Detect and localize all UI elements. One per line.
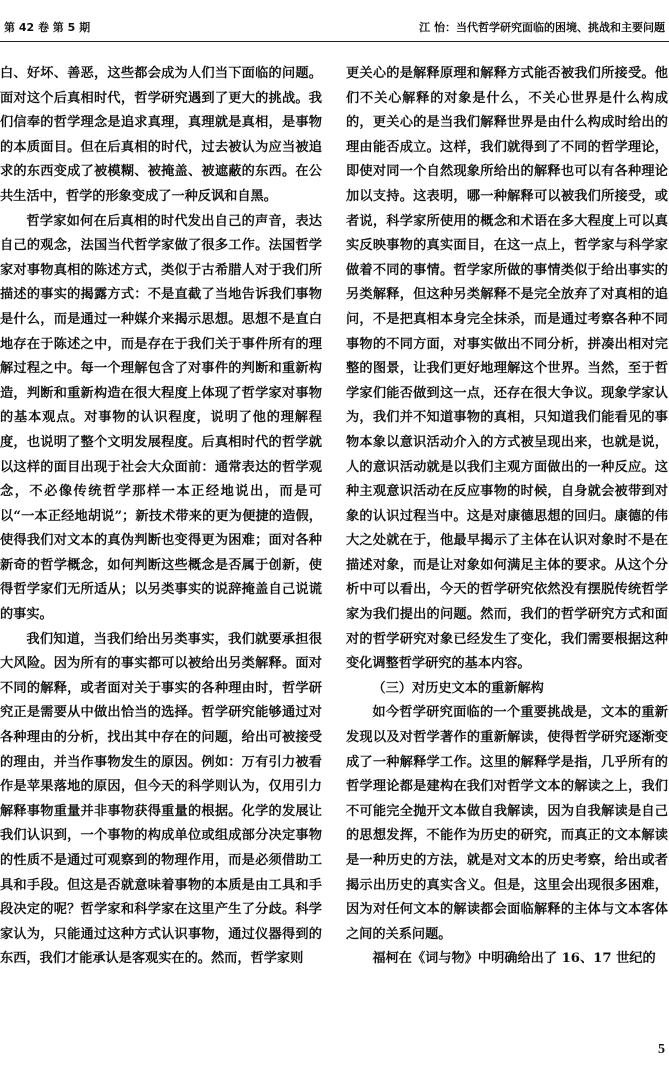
header-rule (0, 41, 669, 42)
paragraph: 更关心的是解释原理和解释方式能否被我们所接受。他们不关心解释的对象是什么，不关心世界是什么构成的，更关心的是当我们解释世界是由什么构成时给出的理由能否成立。这样，我们就得到了不同的哲学理论，即使对同一个自然现象所给出的解释也可以有各种理论加以支持。这表明，哪一种解释可以被我们所接受，或者说，科学家所使用的概念和术语在多大程度上可以真实反映事物的真实面目，在这一点上，哲学家与科学家做着不同的事情。哲学家所做的事情类似于给出事实的另类解释，但这种另类解释不是完全放弃了对真相的追问，不是把真相本身完全抹杀，而是通过考察各种不同事物的不同方面，对事实做出不同分析，拼凑出相对完整的图景，让我们更好地理解这个世界。当然，至于哲学家们能否做到这一点，还存在很大争议。现象学家认为，我们并不知道事物的真相，只知道我们能看见的事物本象以意识活动介入的方式被呈现出来，也就是说，人的意识活动就是以我们主观方面做出的一种反应。这种主观意识活动在反应事物的时候，自身就会被带到对象的认识过程当中。这是对康德思想的回归。康德的伟大之处就在于，他最早揭示了主体在认识对象时不是在描述对象，而是让对象如何满足主体的要求。从这个分析中可以看出，今天的哲学研究依然没有摆脱传统哲学家为我们提出的问题。然而，我们的哲学研究方式和面对的哲学研究对象已经发生了变化，我们需要根据这种变化调整哲学研究的基本内容。 (346, 66, 668, 672)
page-number: 5 (658, 1042, 665, 1057)
journal-volume-issue: 第 42 卷 第 5 期 (4, 21, 91, 34)
paragraph: 福柯在《词与物》中明确给出了 16、17 世纪的 (372, 951, 656, 967)
paragraph: 哲学家如何在后真相的时代发出自己的声音，表达自己的观念，法国当代哲学家做了很多工作。法国哲学家对事物真相的陈述方式，类似于古希腊人对于我们所描述的事实的揭露方式：不是直截了当地告诉我们事物是什么，而是通过一种媒介来揭示思想。思想不是直白地存在于陈述之中，而是存在于我们关于事件所有的理解过程之中。每一个理解包含了对事件的判断和重新构造，判断和重新构造在很大程度上体现了哲学家对事物的基本观点。对事物的认识程度，说明了他的理解程度，也说明了整个文明发展程度。后真相时代的哲学就以这样的面目出现于社会大众面前：通常表达的哲学观念，不必像传统哲学那样一本正经地说出，而是可以“一本正经地胡说”；新技术带来的更为便捷的造假，使得我们对文本的真伪判断也变得更为困难；面对各种新奇的哲学概念，如何判断这些概念是否属于创新，使得哲学家们无所适从；以另类事实的说辞掩盖自己说谎的事实。 (0, 213, 322, 623)
author-article-title: 江 怡：当代哲学研究面临的困境、挑战和主要问题 (419, 21, 665, 34)
paragraph: 如今哲学研究面临的一个重要挑战是，文本的重新发现以及对哲学著作的重新解读，使得哲学研究逐渐变成了一种解释学工作。这里的解释学是指，几乎所有的哲学理论都是建构在我们对哲学文本的解读之上，我们不可能完全抛开文本做自我解读，因为自我解读是自己的思想发挥，不能作为历史的研究，而真正的文本解读是一种历史的方法，就是对文本的历史考察，给出或者揭示出历史的真实含义。但是，这里会出现很多困难，因为对任何文本的解读都会面临解释的主体与文本客体之间的关系问题。 (346, 705, 668, 942)
paragraph: 我们知道，当我们给出另类事实，我们就要承担很大风险。因为所有的事实都可以被给出另类解释。面对不同的解释，或者面对关于事实的各种理由时，哲学研究正是需要从中做出恰当的选择。哲学研究能够通过对各种理由的分析，找出其中存在的问题，给出可被接受的理由，并当作事物发生的原因。例如：万有引力被看作是苹果落地的原因，但今天的科学则认为，仅用引力解释事物重量并非事物获得重量的根据。化学的发展让我们认识到，一个事物的构成单位或组成部分决定事物的性质不是通过可观察到的物理作用，而是必须借助工具和手段。但这是否就意味着事物的本质是由工具和手段决定的呢？哲学家和科学家在这里产生了分歧。科学家认为，只能通过这种方式认识事物，通过仪器得到的东西，我们才能承认是客观实在的。然而，哲学家则 (0, 631, 322, 967)
section-heading: （三）对历史文本的重新解构 (372, 680, 544, 696)
left-column (0, 62, 322, 1022)
right-column (346, 62, 668, 1022)
running-header (0, 18, 669, 38)
paragraph: 白、好坏、善恶，这些都会成为人们当下面临的问题。面对这个后真相时代，哲学研究遇到了更大的挑战。我们信奉的哲学理念是追求真理，真理就是真相，是事物的本质面目。但在后真相的时代，过去被认为应当被追求的东西变成了被模糊、被掩盖、被遮蔽的东西。在公共生活中，哲学的形象变成了一种反讽和自黑。 (0, 66, 322, 204)
